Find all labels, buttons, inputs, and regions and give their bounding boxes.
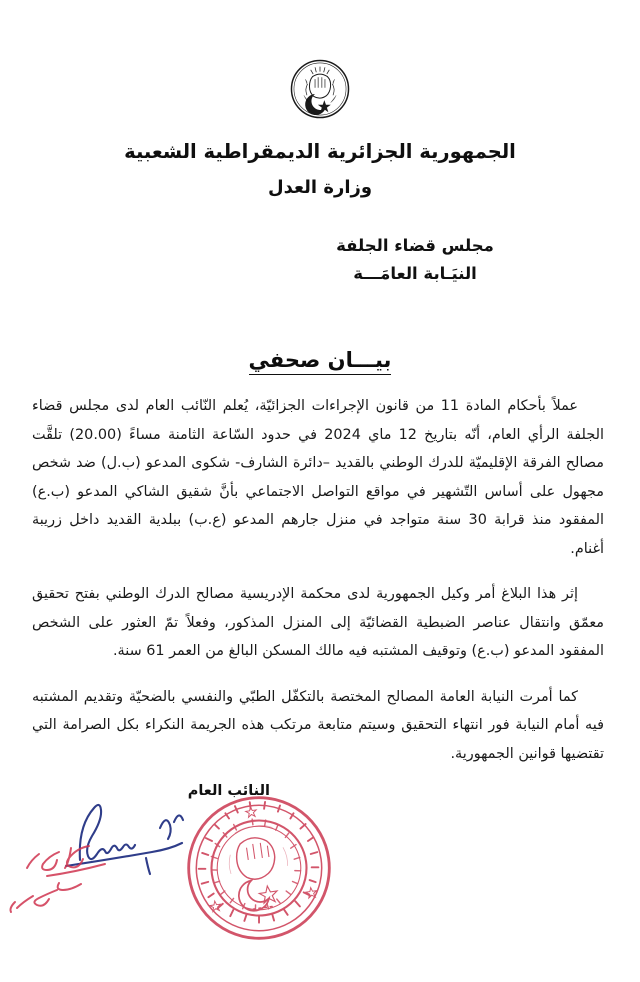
paragraph-3: كما أمرت النيابة العامة المصالح المختصة بالتكفّل الطبّي والنفسي بالضحيّة وتقديم المشتبه فيه أمام النيابة فور انتهاء التحقيق وسيتم متابعة مرتكب هذه الجريمة النكراء بكل الصرامة التي تقتضيها قوانين الجمهورية. [32,688,604,762]
paragraph-1: عملاً بأحكام المادة 11 من قانون الإجراءات الجزائيّة، يُعلم النّائب العام لدى مجلس قضاء الجلفة الرأي العام، أنّه بتاريخ 12 ماي 2024 في حدود السّاعة الثامنة مساءً (20.00) تلقَّت مصالح الفرقة الإقليميّة للدرك الوطني بالقديد –دائرة الشارف- شكوى المدعو (ب.ل) ضد شخص مجهول على أساس التّشهير في مواقع التواصل الاجتماعي بأنَّ شقيق الشاكي المدعو (ب.ع) المفقود منذ قرابة 30 سنة متواجد في منزل جارهم المدعو (ع.ب) ببلدية القديد داخل زريبة أغنام. [32,398,604,557]
page-title: بيـــان صحفي [249,348,392,375]
signature-label: النائب العام [187,783,270,799]
council-block [40,236,640,283]
emblem-container [0,58,640,120]
official-red-round-stamp [173,782,345,954]
red-handwritten-note [0,818,115,918]
paragraph-2: إثر هذا البلاغ أمر وكيل الجمهورية لدى محكمة الإدريسية مصالح الدرك الوطني بفتح تحقيق معمّق وانتقال عناصر الضبطية القضائيّة إلى المنزل المذكور، وفعلاً تمّ العثور على الشخص المفقود المدعو (ب.ع) وتوقيف المشتبه فيه مالك المسكن البالغ من العمر 61 سنة. [32,586,604,659]
handwritten-signature [50,792,240,882]
document-body [32,392,604,768]
algerian-national-emblem-icon [289,58,351,120]
council-name: مجلس قضاء الجلفة [336,236,494,255]
republic-title: الجمهورية الجزائرية الديمقراطية الشعبية [124,140,516,163]
document-title-container [0,348,640,375]
ministry-title: وزارة العدل [267,177,373,198]
prosecution-name: النيَـابة العامَـــة [353,264,477,283]
